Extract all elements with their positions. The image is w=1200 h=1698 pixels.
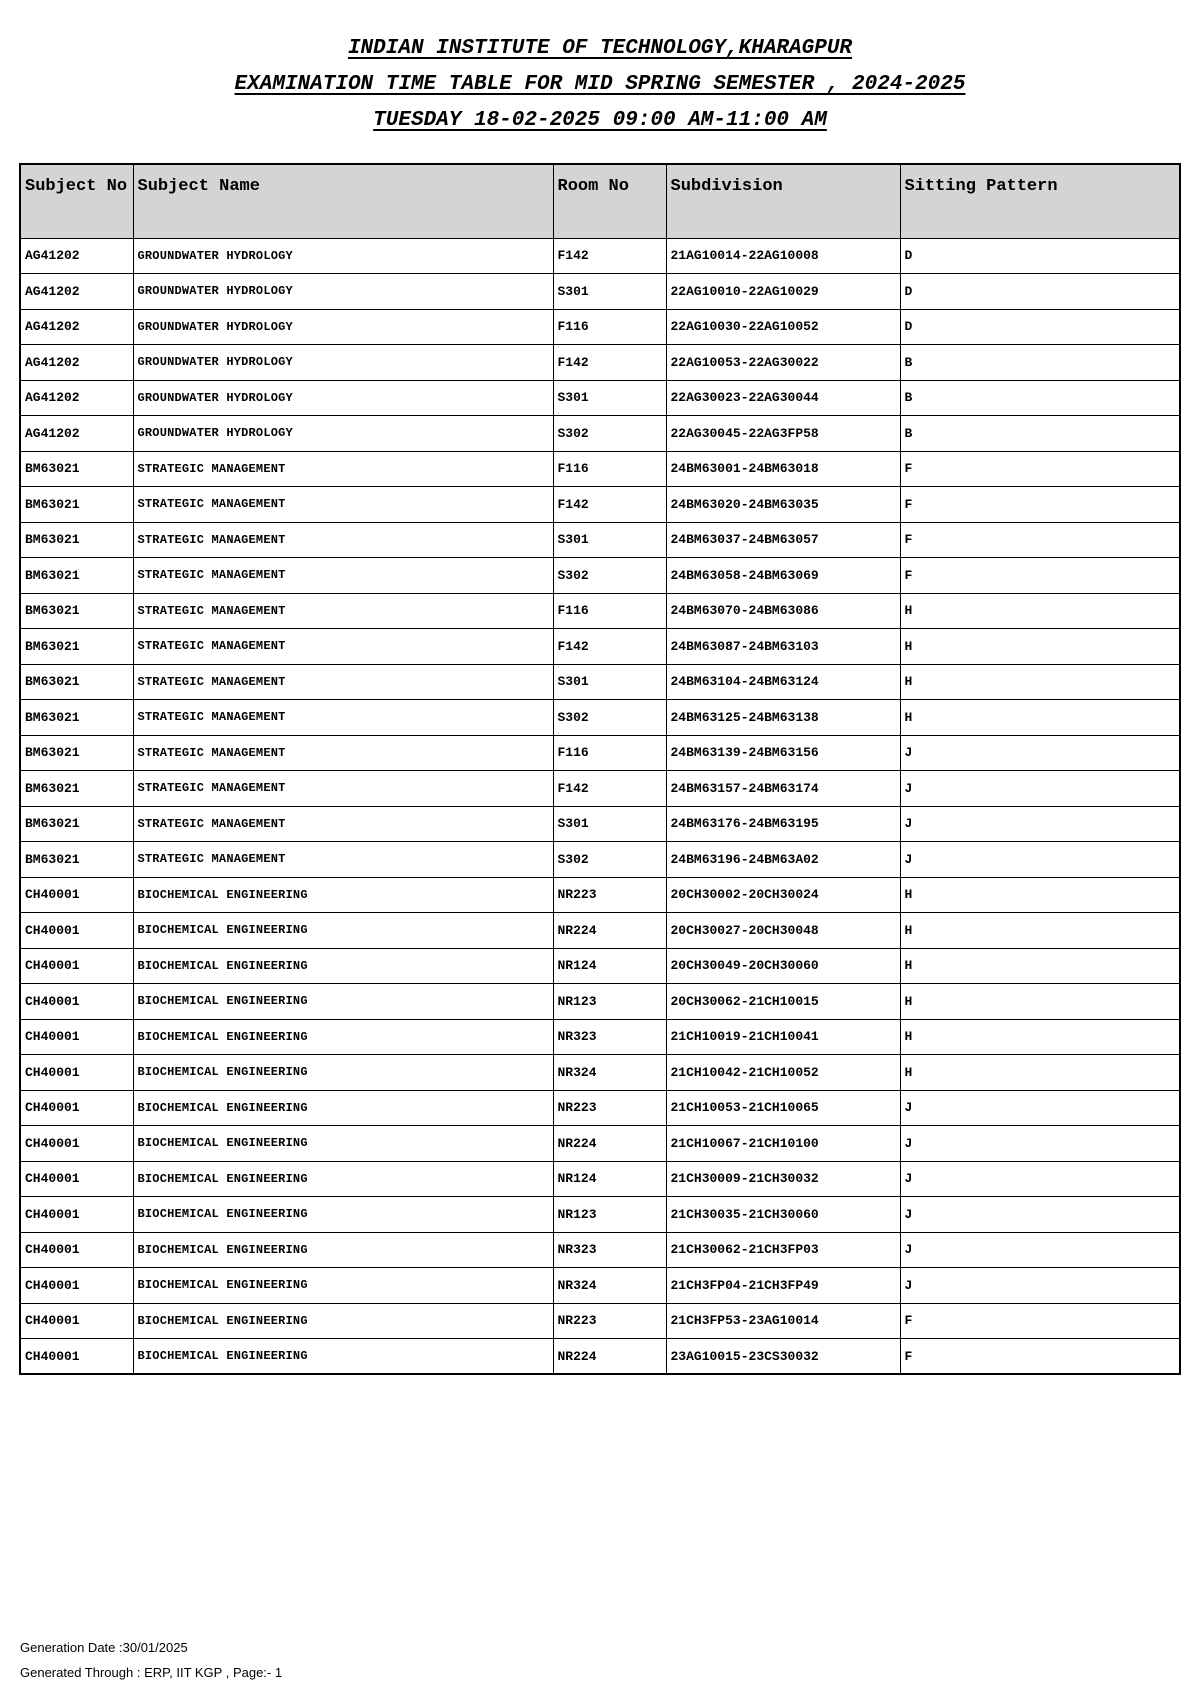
sitting-pattern-cell: D <box>900 274 1180 310</box>
table-row <box>20 806 1180 842</box>
subject-no-cell: BM63021 <box>20 629 133 665</box>
subject-no-cell: BM63021 <box>20 842 133 878</box>
subdivision-cell: 22AG10030-22AG10052 <box>666 309 900 345</box>
room-no-cell: S302 <box>553 842 666 878</box>
table-row <box>20 309 1180 345</box>
subject-name-cell: GROUNDWATER HYDROLOGY <box>133 416 553 452</box>
table-row <box>20 1303 1180 1339</box>
sitting-pattern-cell: H <box>900 700 1180 736</box>
sitting-pattern-cell: J <box>900 735 1180 771</box>
subject-no-cell: BM63021 <box>20 700 133 736</box>
sitting-pattern-cell: F <box>900 1303 1180 1339</box>
room-no-cell: S302 <box>553 416 666 452</box>
column-header-subdivision: Subdivision <box>666 164 900 238</box>
sitting-pattern-cell: H <box>900 593 1180 629</box>
column-header-subject-name: Subject Name <box>133 164 553 238</box>
subject-no-cell: BM63021 <box>20 487 133 523</box>
room-no-cell: NR323 <box>553 1019 666 1055</box>
subdivision-cell: 21CH30062-21CH3FP03 <box>666 1232 900 1268</box>
session-title <box>0 108 1200 134</box>
generated-through: Generated Through : ERP, IIT KGP , Page:- 1 <box>20 1665 283 1680</box>
subdivision-cell: 24BM63104-24BM63124 <box>666 664 900 700</box>
subject-no-cell: BM63021 <box>20 771 133 807</box>
subject-no-cell: BM63021 <box>20 522 133 558</box>
sitting-pattern-cell: D <box>900 309 1180 345</box>
subject-no-cell: BM63021 <box>20 451 133 487</box>
header-row <box>20 164 1180 238</box>
subdivision-cell: 24BM63020-24BM63035 <box>666 487 900 523</box>
subdivision-cell: 20CH30002-20CH30024 <box>666 877 900 913</box>
subject-name-cell: BIOCHEMICAL ENGINEERING <box>133 1268 553 1304</box>
subject-name-cell: BIOCHEMICAL ENGINEERING <box>133 1055 553 1091</box>
subject-name-cell: STRATEGIC MANAGEMENT <box>133 451 553 487</box>
subdivision-cell: 21CH10019-21CH10041 <box>666 1019 900 1055</box>
table-row <box>20 913 1180 949</box>
subject-name-cell: BIOCHEMICAL ENGINEERING <box>133 1019 553 1055</box>
subdivision-cell: 20CH30062-21CH10015 <box>666 984 900 1020</box>
sitting-pattern-cell: F <box>900 1339 1180 1375</box>
sitting-pattern-cell: B <box>900 345 1180 381</box>
sitting-pattern-cell: H <box>900 877 1180 913</box>
subject-no-cell: CH40001 <box>20 1303 133 1339</box>
room-no-cell: F116 <box>553 593 666 629</box>
subdivision-cell: 21CH3FP04-21CH3FP49 <box>666 1268 900 1304</box>
room-no-cell: F142 <box>553 238 666 274</box>
room-no-cell: NR224 <box>553 1126 666 1162</box>
room-no-cell: NR324 <box>553 1055 666 1091</box>
table-row <box>20 1339 1180 1375</box>
subject-no-cell: CH40001 <box>20 1090 133 1126</box>
subject-no-cell: CH40001 <box>20 1268 133 1304</box>
subject-name-cell: STRATEGIC MANAGEMENT <box>133 593 553 629</box>
table-row <box>20 700 1180 736</box>
room-no-cell: S301 <box>553 664 666 700</box>
table-row <box>20 1268 1180 1304</box>
sitting-pattern-cell: J <box>900 806 1180 842</box>
room-no-cell: NR123 <box>553 1197 666 1233</box>
sitting-pattern-cell: J <box>900 1268 1180 1304</box>
table-row <box>20 629 1180 665</box>
table-row <box>20 735 1180 771</box>
sitting-pattern-cell: F <box>900 558 1180 594</box>
subject-no-cell: CH40001 <box>20 1126 133 1162</box>
exam-title-text: EXAMINATION TIME TABLE FOR MID SPRING SEMESTER , 2024-2025 <box>234 73 966 96</box>
room-no-cell: NR124 <box>553 948 666 984</box>
subject-no-cell: CH40001 <box>20 984 133 1020</box>
subject-no-cell: CH40001 <box>20 877 133 913</box>
subdivision-cell: 24BM63001-24BM63018 <box>666 451 900 487</box>
subject-no-cell: AG41202 <box>20 345 133 381</box>
subject-name-cell: BIOCHEMICAL ENGINEERING <box>133 984 553 1020</box>
subdivision-cell: 24BM63157-24BM63174 <box>666 771 900 807</box>
institute-title <box>0 36 1200 62</box>
subdivision-cell: 24BM63125-24BM63138 <box>666 700 900 736</box>
sitting-pattern-cell: F <box>900 451 1180 487</box>
subject-no-cell: CH40001 <box>20 1055 133 1091</box>
room-no-cell: F116 <box>553 735 666 771</box>
subject-name-cell: STRATEGIC MANAGEMENT <box>133 771 553 807</box>
room-no-cell: F142 <box>553 345 666 381</box>
room-no-cell: S301 <box>553 380 666 416</box>
sitting-pattern-cell: H <box>900 984 1180 1020</box>
subject-no-cell: CH40001 <box>20 1339 133 1375</box>
subdivision-cell: 20CH30049-20CH30060 <box>666 948 900 984</box>
sitting-pattern-cell: H <box>900 1019 1180 1055</box>
subject-name-cell: GROUNDWATER HYDROLOGY <box>133 309 553 345</box>
subdivision-cell: 24BM63196-24BM63A02 <box>666 842 900 878</box>
sitting-pattern-cell: B <box>900 416 1180 452</box>
subject-name-cell: STRATEGIC MANAGEMENT <box>133 700 553 736</box>
subject-no-cell: AG41202 <box>20 416 133 452</box>
subdivision-cell: 21CH3FP53-23AG10014 <box>666 1303 900 1339</box>
sitting-pattern-cell: J <box>900 1232 1180 1268</box>
table-row <box>20 1232 1180 1268</box>
sitting-pattern-cell: H <box>900 948 1180 984</box>
subject-name-cell: STRATEGIC MANAGEMENT <box>133 629 553 665</box>
timetable <box>19 163 1181 1375</box>
table-row <box>20 877 1180 913</box>
subject-name-cell: STRATEGIC MANAGEMENT <box>133 735 553 771</box>
institute-title-text: INDIAN INSTITUTE OF TECHNOLOGY,KHARAGPUR <box>347 37 853 60</box>
room-no-cell: NR223 <box>553 1303 666 1339</box>
table-row <box>20 984 1180 1020</box>
table-row <box>20 664 1180 700</box>
column-header-subject-no: Subject No <box>20 164 133 238</box>
timetable-header <box>20 164 1180 238</box>
table-row <box>20 274 1180 310</box>
subdivision-cell: 24BM63087-24BM63103 <box>666 629 900 665</box>
subject-no-cell: CH40001 <box>20 1161 133 1197</box>
sitting-pattern-cell: F <box>900 522 1180 558</box>
table-row <box>20 451 1180 487</box>
sitting-pattern-cell: J <box>900 771 1180 807</box>
subdivision-cell: 22AG30023-22AG30044 <box>666 380 900 416</box>
room-no-cell: NR124 <box>553 1161 666 1197</box>
table-row <box>20 522 1180 558</box>
subdivision-cell: 24BM63176-24BM63195 <box>666 806 900 842</box>
sitting-pattern-cell: H <box>900 664 1180 700</box>
table-row <box>20 487 1180 523</box>
subdivision-cell: 24BM63058-24BM63069 <box>666 558 900 594</box>
subject-no-cell: AG41202 <box>20 238 133 274</box>
subdivision-cell: 21CH10067-21CH10100 <box>666 1126 900 1162</box>
session-title-text: TUESDAY 18-02-2025 09:00 AM-11:00 AM <box>373 109 827 132</box>
table-row <box>20 380 1180 416</box>
subdivision-cell: 23AG10015-23CS30032 <box>666 1339 900 1375</box>
subject-name-cell: BIOCHEMICAL ENGINEERING <box>133 877 553 913</box>
table-row <box>20 345 1180 381</box>
sitting-pattern-cell: H <box>900 913 1180 949</box>
room-no-cell: F116 <box>553 309 666 345</box>
sitting-pattern-cell: H <box>900 629 1180 665</box>
sitting-pattern-cell: J <box>900 1090 1180 1126</box>
subdivision-cell: 24BM63037-24BM63057 <box>666 522 900 558</box>
subject-name-cell: GROUNDWATER HYDROLOGY <box>133 345 553 381</box>
table-row <box>20 1090 1180 1126</box>
room-no-cell: S301 <box>553 274 666 310</box>
room-no-cell: S301 <box>553 806 666 842</box>
subject-name-cell: STRATEGIC MANAGEMENT <box>133 806 553 842</box>
timetable-body <box>20 238 1180 1374</box>
subject-name-cell: GROUNDWATER HYDROLOGY <box>133 380 553 416</box>
subdivision-cell: 21CH30009-21CH30032 <box>666 1161 900 1197</box>
subdivision-cell: 22AG10053-22AG30022 <box>666 345 900 381</box>
table-row <box>20 1055 1180 1091</box>
subject-name-cell: GROUNDWATER HYDROLOGY <box>133 274 553 310</box>
subject-name-cell: BIOCHEMICAL ENGINEERING <box>133 948 553 984</box>
subject-name-cell: BIOCHEMICAL ENGINEERING <box>133 1303 553 1339</box>
subject-name-cell: STRATEGIC MANAGEMENT <box>133 664 553 700</box>
room-no-cell: F142 <box>553 771 666 807</box>
subject-no-cell: BM63021 <box>20 806 133 842</box>
subject-no-cell: AG41202 <box>20 380 133 416</box>
table-row <box>20 238 1180 274</box>
table-row <box>20 842 1180 878</box>
subject-name-cell: BIOCHEMICAL ENGINEERING <box>133 1126 553 1162</box>
room-no-cell: S302 <box>553 558 666 594</box>
sitting-pattern-cell: H <box>900 1055 1180 1091</box>
subdivision-cell: 21AG10014-22AG10008 <box>666 238 900 274</box>
table-row <box>20 948 1180 984</box>
subdivision-cell: 24BM63070-24BM63086 <box>666 593 900 629</box>
subject-name-cell: BIOCHEMICAL ENGINEERING <box>133 1161 553 1197</box>
subdivision-cell: 22AG30045-22AG3FP58 <box>666 416 900 452</box>
subject-no-cell: CH40001 <box>20 948 133 984</box>
subject-name-cell: BIOCHEMICAL ENGINEERING <box>133 1232 553 1268</box>
room-no-cell: NR224 <box>553 1339 666 1375</box>
subdivision-cell: 21CH10042-21CH10052 <box>666 1055 900 1091</box>
subject-no-cell: CH40001 <box>20 913 133 949</box>
sitting-pattern-cell: J <box>900 842 1180 878</box>
subdivision-cell: 22AG10010-22AG10029 <box>666 274 900 310</box>
subject-name-cell: STRATEGIC MANAGEMENT <box>133 558 553 594</box>
room-no-cell: S302 <box>553 700 666 736</box>
room-no-cell: NR323 <box>553 1232 666 1268</box>
room-no-cell: NR223 <box>553 877 666 913</box>
sitting-pattern-cell: F <box>900 487 1180 523</box>
room-no-cell: F142 <box>553 487 666 523</box>
sitting-pattern-cell: J <box>900 1197 1180 1233</box>
table-row <box>20 1019 1180 1055</box>
sitting-pattern-cell: J <box>900 1126 1180 1162</box>
table-row <box>20 1197 1180 1233</box>
subject-name-cell: BIOCHEMICAL ENGINEERING <box>133 913 553 949</box>
generation-date: Generation Date :30/01/2025 <box>20 1640 188 1655</box>
subject-name-cell: BIOCHEMICAL ENGINEERING <box>133 1197 553 1233</box>
subject-no-cell: BM63021 <box>20 558 133 594</box>
subject-no-cell: CH40001 <box>20 1019 133 1055</box>
room-no-cell: NR123 <box>553 984 666 1020</box>
subject-no-cell: BM63021 <box>20 593 133 629</box>
room-no-cell: S301 <box>553 522 666 558</box>
room-no-cell: NR324 <box>553 1268 666 1304</box>
subject-no-cell: AG41202 <box>20 309 133 345</box>
exam-title <box>0 72 1200 98</box>
sitting-pattern-cell: B <box>900 380 1180 416</box>
subject-no-cell: BM63021 <box>20 735 133 771</box>
table-row <box>20 558 1180 594</box>
room-no-cell: F142 <box>553 629 666 665</box>
subdivision-cell: 20CH30027-20CH30048 <box>666 913 900 949</box>
table-row <box>20 771 1180 807</box>
table-row <box>20 416 1180 452</box>
subject-name-cell: STRATEGIC MANAGEMENT <box>133 522 553 558</box>
subject-name-cell: STRATEGIC MANAGEMENT <box>133 842 553 878</box>
subdivision-cell: 21CH10053-21CH10065 <box>666 1090 900 1126</box>
subdivision-cell: 24BM63139-24BM63156 <box>666 735 900 771</box>
subject-no-cell: CH40001 <box>20 1232 133 1268</box>
table-row <box>20 593 1180 629</box>
subject-name-cell: BIOCHEMICAL ENGINEERING <box>133 1090 553 1126</box>
subject-name-cell: GROUNDWATER HYDROLOGY <box>133 238 553 274</box>
table-row <box>20 1126 1180 1162</box>
subdivision-cell: 21CH30035-21CH30060 <box>666 1197 900 1233</box>
column-header-sitting-pattern: Sitting Pattern <box>900 164 1180 238</box>
room-no-cell: NR224 <box>553 913 666 949</box>
table-row <box>20 1161 1180 1197</box>
subject-name-cell: BIOCHEMICAL ENGINEERING <box>133 1339 553 1375</box>
sitting-pattern-cell: D <box>900 238 1180 274</box>
subject-no-cell: BM63021 <box>20 664 133 700</box>
subject-no-cell: AG41202 <box>20 274 133 310</box>
subject-name-cell: STRATEGIC MANAGEMENT <box>133 487 553 523</box>
sitting-pattern-cell: J <box>900 1161 1180 1197</box>
room-no-cell: F116 <box>553 451 666 487</box>
column-header-room-no: Room No <box>553 164 666 238</box>
room-no-cell: NR223 <box>553 1090 666 1126</box>
subject-no-cell: CH40001 <box>20 1197 133 1233</box>
